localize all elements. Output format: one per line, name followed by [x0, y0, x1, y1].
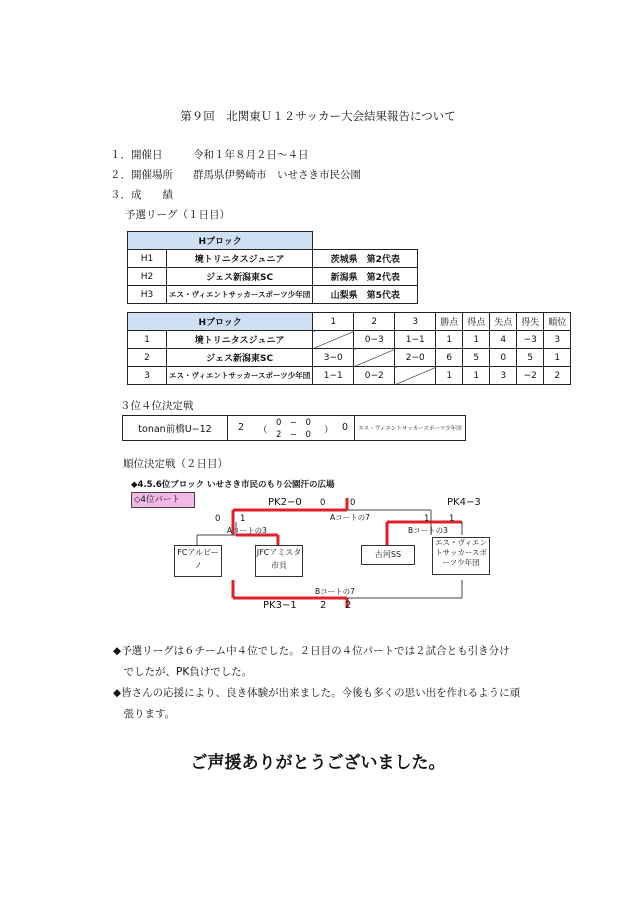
first-half-score: 0 − 0	[276, 418, 311, 428]
table-row: H2 ジェス新潟東SC 新潟県 第2代表	[128, 268, 418, 286]
pk-top-right: PK4−3	[447, 497, 481, 508]
third-place-team-left: tonan前橋U−12	[123, 416, 228, 441]
note-line: 張ります。	[113, 708, 176, 720]
closing-message: ご声援ありがとうございました。	[190, 753, 446, 773]
team-box: JFCアミスタ市貝	[255, 545, 303, 577]
third-place-score: 2 （ 0 − 0 2 − 0 ） 0	[228, 416, 355, 441]
court-b3: Bコートの3	[408, 526, 448, 535]
pk-bottom: PK3−1	[263, 600, 297, 611]
third-place-heading: ３位４位決定戦	[120, 400, 194, 412]
results-table-header: Hブロック	[128, 313, 313, 331]
table-row: H1 境トリニタスジュニア 茨城県 第2代表	[128, 250, 418, 268]
item-label: 成 績	[131, 189, 173, 201]
bottom-score-a: 2	[320, 600, 327, 611]
third-place-team-right: エス・ヴィエントサッカースポーツ少年団	[355, 416, 466, 441]
item-number: ３．	[110, 189, 131, 201]
item-date-value: 令和１年８月２日～４日	[193, 149, 309, 161]
top-score-b: 0	[350, 498, 356, 508]
note-line: ◆予選リーグは６チーム中４位でした。２日目の４位パートでは２試合とも引き分け	[113, 645, 510, 657]
item-label: 開催日	[131, 149, 163, 161]
court-a7: Aコートの7	[330, 513, 370, 522]
ranking-heading: 順位決定戦（２日目）	[123, 458, 228, 470]
prelim-heading: 予選リーグ（１日目）	[125, 209, 230, 221]
note-line: ◆皆さんの応援により、良き体験が出来ました。今後も多くの思い出を作れるように頑	[113, 687, 521, 699]
bottom-score-b: 2	[345, 600, 352, 611]
second-half-score: 2 − 0	[276, 430, 311, 440]
court-a3: Aコートの3	[227, 526, 267, 535]
table-row: H3 エス・ヴィエントサッカースポーツ少年団 山梨県 第5代表	[128, 286, 418, 304]
score-l1: 1	[240, 514, 246, 524]
item-number: １．	[110, 149, 131, 161]
item-venue-value: 群馬県伊勢崎市 いせさき市民公園	[193, 169, 361, 181]
item-number: ２．	[110, 169, 131, 181]
top-score-a: 0	[320, 498, 326, 508]
table-row: 3 エス・ヴィエントサッカースポーツ少年団 1−1 0−2 1 1 3 −2 2	[128, 367, 571, 385]
bracket-title: ◆4.5.6位ブロック いせさき市民のもり公園汗の広場	[131, 480, 335, 490]
team-box: エス・ヴィエントサッカースポーツ少年団	[432, 537, 490, 575]
score-l0: 0	[215, 514, 221, 524]
table-row: 1 境トリニタスジュニア 0−3 1−1 1 1 4 −3 3	[128, 331, 571, 349]
team-box: FCアルビーノ	[174, 545, 222, 577]
results-table: Hブロック 1 2 3 勝点 得点 失点 得失 順位 1 境トリニタスジュニア 0−3 1−1 1 1 4 −3 3 2 ジェス新潟東SC 3−0 2−0 6 5 0 5 1 3 エス・ヴィエントサッカースポーツ少年団 1−1 0−2 1 1 3 −2 2	[127, 312, 571, 385]
team-box: 古河SS	[361, 545, 415, 565]
block-table-header: Hブロック	[128, 232, 313, 250]
court-b7: Bコートの7	[315, 587, 355, 596]
pk-top-left: PK2−0	[268, 497, 302, 508]
table-row: 2 ジェス新潟東SC 3−0 2−0 6 5 0 5 1	[128, 349, 571, 367]
document-title: 第９回 北関東Ｕ１２サッカー大会結果報告について	[180, 109, 456, 123]
part-label: ◇4位パート	[131, 492, 195, 508]
score-r1b: 1	[449, 514, 455, 524]
note-line: でしたが、PK負けでした。	[113, 666, 253, 678]
item-label: 開催場所	[131, 169, 173, 181]
score-r1a: 1	[424, 514, 430, 524]
